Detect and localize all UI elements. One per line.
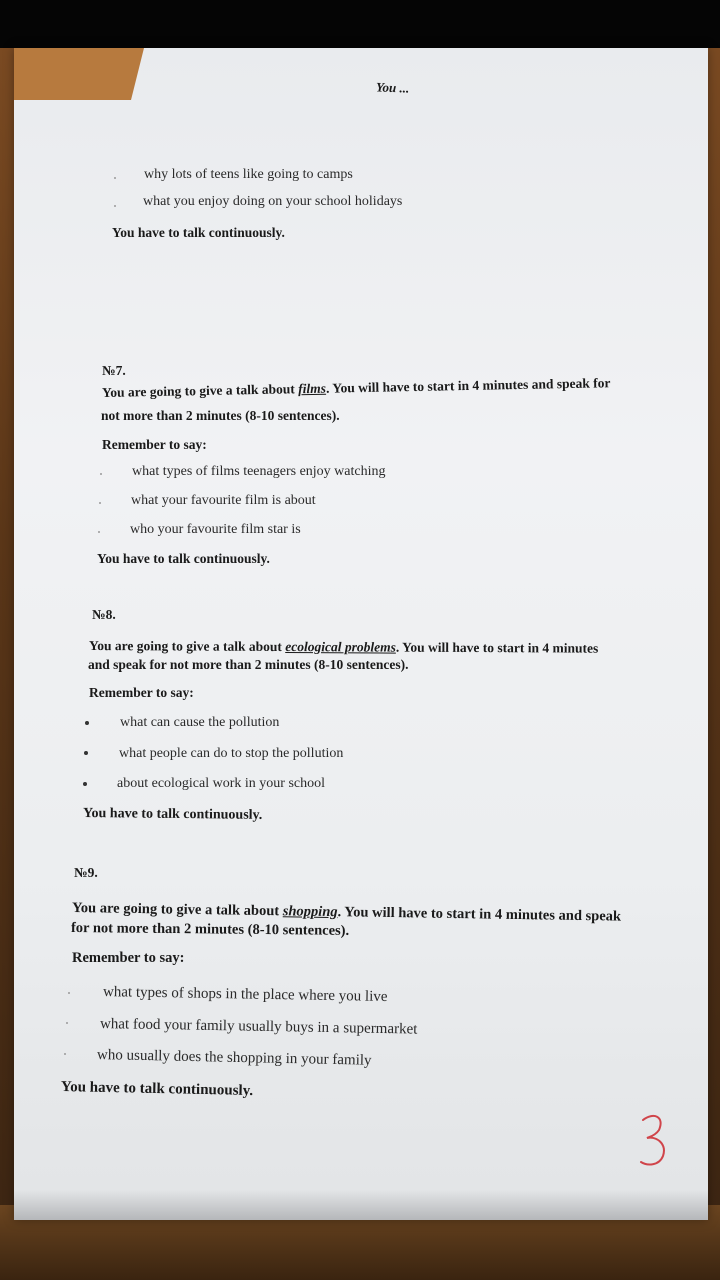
task7-number: №7. — [102, 363, 126, 378]
bullet-dot — [114, 177, 116, 179]
task8-intro-line1 — [89, 638, 598, 657]
bullet-dot — [98, 531, 100, 533]
task8-intro-after: . You will have to start in 4 minutes — [395, 639, 599, 656]
task8-remember: Remember to say: — [89, 685, 194, 700]
task6-closing: You have to talk continuously. — [112, 225, 285, 240]
task8-number: №8. — [92, 607, 116, 622]
task9-intro-after: . You will have to start in 4 minutes and speak — [337, 904, 622, 925]
task8-bullet-3: about ecological work in your school — [117, 776, 326, 791]
task9-remember: Remember to say: — [72, 950, 185, 966]
bullet-dot — [66, 1022, 68, 1024]
bullet-dot — [83, 782, 87, 786]
bullet-dot — [64, 1053, 66, 1055]
task6-bullet-1: why lots of teens like going to camps — [144, 167, 353, 182]
task9-intro-before: You are going to give a talk about — [71, 900, 283, 920]
task7-remember: Remember to say: — [102, 437, 207, 452]
task7-intro-line2: not more than 2 minutes (8-10 sentences). — [101, 408, 340, 423]
bullet-dot — [84, 751, 88, 755]
bullet-dot — [114, 205, 116, 207]
task8-topic: ecological problems — [285, 639, 396, 655]
task7-closing: You have to talk continuously. — [97, 551, 270, 566]
task7-topic: films — [298, 380, 327, 397]
bullet-dot — [85, 721, 89, 725]
task6-bullet-2: what you enjoy doing on your school holidays — [143, 194, 403, 209]
bullet-dot — [100, 473, 102, 475]
running-head: You ... — [375, 79, 410, 96]
task7-intro-before: You are going to give a talk about — [101, 381, 299, 400]
bullet-dot — [68, 992, 70, 994]
top-status-bar — [0, 0, 720, 48]
task8-closing: You have to talk continuously. — [82, 806, 263, 823]
worksheet-page — [14, 48, 708, 1220]
task9-topic: shopping — [282, 903, 338, 921]
page-bottom-shadow — [14, 1190, 708, 1220]
task7-bullet-2: what your favourite film is about — [131, 493, 316, 508]
task8-intro-line2: and speak for not more than 2 minutes (8-10 sentences). — [88, 657, 409, 672]
task7-bullet-3: who your favourite film star is — [130, 522, 301, 537]
paper-corner-fold — [14, 48, 144, 100]
task8-bullet-1: what can cause the pollution — [120, 715, 280, 730]
task9-bullet-1: what types of shops in the place where you live — [102, 984, 388, 1005]
task7-intro-after: . You will have to start in 4 minutes and speak for — [325, 375, 611, 396]
bullet-dot — [99, 502, 101, 504]
handwritten-grade-mark — [635, 1110, 675, 1170]
task9-bullet-3: who usually does the shopping in your family — [96, 1047, 372, 1069]
task7-bullet-1: what types of films teenagers enjoy watching — [132, 464, 386, 479]
task9-closing: You have to talk continuously. — [60, 1079, 254, 1100]
task9-bullet-2: what food your family usually buys in a supermarket — [99, 1016, 418, 1038]
task9-intro-line2: for not more than 2 minutes (8-10 sentences). — [70, 920, 350, 939]
task8-intro-before: You are going to give a talk about — [88, 638, 286, 655]
task8-bullet-2: what people can do to stop the pollution — [119, 746, 344, 761]
task9-number: №9. — [74, 865, 98, 880]
